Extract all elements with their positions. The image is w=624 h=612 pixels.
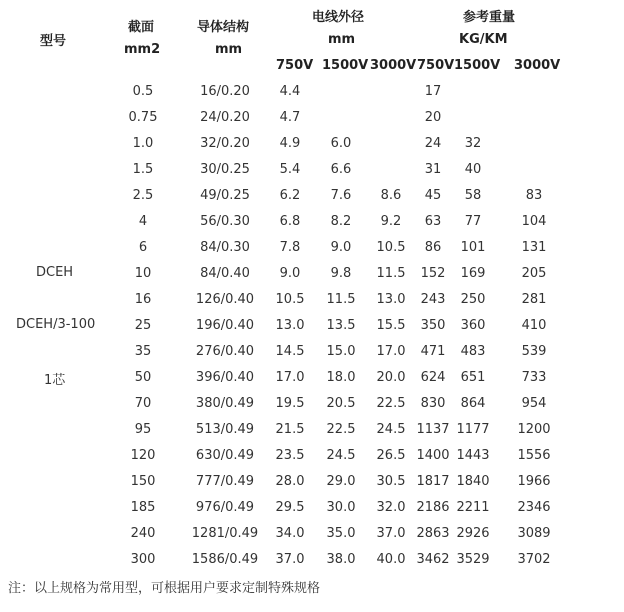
header-conductor: 导体结构 [197,20,250,35]
cell-od-750v: 23.5 [275,448,305,463]
cell-conductor: 16/0.20 [200,84,250,99]
cell-od-1500v: 38.0 [326,552,356,567]
cell-od-3000v: 11.5 [376,266,406,281]
cell-od-1500v: 24.5 [326,448,356,463]
cell-section: 25 [134,318,152,333]
cell-section: 70 [134,396,152,411]
cell-section: 1.0 [132,136,154,151]
cell-w-1500v: 651 [460,370,486,385]
cell-section: 120 [130,448,156,463]
cell-section: 95 [134,422,152,437]
header-w-1500v: 1500V [454,58,501,73]
cell-conductor: 513/0.49 [195,422,255,437]
cell-w-1500v: 2211 [456,500,490,515]
header-od-3000v: 3000V [370,58,417,73]
cell-w-3000v: 1556 [517,448,551,463]
cell-od-3000v: 20.0 [376,370,406,385]
cell-od-750v: 9.0 [279,266,301,281]
cell-conductor: 380/0.49 [195,396,255,411]
cell-w-750v: 20 [424,110,442,125]
cell-od-750v: 13.0 [275,318,305,333]
cell-w-750v: 1137 [416,422,450,437]
cell-w-750v: 1400 [416,448,450,463]
cell-section: 4 [138,214,148,229]
cell-w-3000v: 1200 [517,422,551,437]
cell-conductor: 1586/0.49 [191,552,259,567]
cell-w-3000v: 2346 [517,500,551,515]
cell-section: 50 [134,370,152,385]
header-outer-diameter: 电线外径 [312,10,365,25]
cell-w-1500v: 864 [460,396,486,411]
cell-conductor: 32/0.20 [200,136,250,151]
cell-od-1500v: 6.0 [330,136,352,151]
cell-section: 0.75 [128,110,158,125]
cell-w-1500v: 40 [464,162,482,177]
cell-w-1500v: 3529 [456,552,490,567]
cell-od-750v: 21.5 [275,422,305,437]
cell-conductor: 30/0.25 [200,162,250,177]
cell-w-750v: 471 [420,344,446,359]
cell-od-3000v: 17.0 [376,344,406,359]
cell-w-1500v: 360 [460,318,486,333]
cell-w-3000v: 104 [521,214,547,229]
cell-w-3000v: 3702 [517,552,551,567]
cell-w-3000v: 954 [521,396,547,411]
cell-w-750v: 1817 [416,474,450,489]
header-section-unit: mm2 [124,42,161,57]
cell-od-3000v: 37.0 [376,526,406,541]
cell-w-1500v: 1177 [456,422,490,437]
header-w-750v: 750V [417,58,455,73]
header-section: 截面 [128,20,155,35]
cell-conductor: 24/0.20 [200,110,250,125]
header-conductor-unit: mm [215,42,243,57]
cell-od-1500v: 22.5 [326,422,356,437]
cell-w-750v: 86 [424,240,442,255]
cell-w-3000v: 410 [521,318,547,333]
cell-od-750v: 4.4 [279,84,301,99]
cell-w-1500v: 1840 [456,474,490,489]
cell-w-1500v: 483 [460,344,486,359]
cell-od-1500v: 7.6 [330,188,352,203]
cell-w-750v: 63 [424,214,442,229]
cell-w-1500v: 77 [464,214,482,229]
cell-od-3000v: 10.5 [376,240,406,255]
cell-conductor: 56/0.30 [200,214,250,229]
cell-w-750v: 31 [424,162,442,177]
cell-section: 35 [134,344,152,359]
header-od-1500v: 1500V [322,58,369,73]
header-model: 型号 [40,34,67,49]
cell-od-3000v: 30.5 [376,474,406,489]
cell-od-750v: 4.9 [279,136,301,151]
cell-w-1500v: 2926 [456,526,490,541]
cell-od-1500v: 9.0 [330,240,352,255]
cell-section: 2.5 [132,188,154,203]
cell-od-750v: 14.5 [275,344,305,359]
cell-section: 10 [134,266,152,281]
cell-od-3000v: 13.0 [376,292,406,307]
cell-od-3000v: 32.0 [376,500,406,515]
cell-od-750v: 7.8 [279,240,301,255]
cell-od-750v: 19.5 [275,396,305,411]
cell-conductor: 84/0.40 [200,266,250,281]
cell-od-750v: 29.5 [275,500,305,515]
cell-conductor: 196/0.40 [195,318,255,333]
cell-conductor: 1281/0.49 [191,526,259,541]
cell-od-1500v: 35.0 [326,526,356,541]
cell-od-1500v: 18.0 [326,370,356,385]
cell-w-750v: 2186 [416,500,450,515]
cell-section: 0.5 [132,84,154,99]
cell-w-3000v: 281 [521,292,547,307]
cell-w-3000v: 83 [525,188,543,203]
cell-od-1500v: 20.5 [326,396,356,411]
cell-w-750v: 830 [420,396,446,411]
cell-w-3000v: 205 [521,266,547,281]
cell-w-1500v: 32 [464,136,482,151]
cell-od-750v: 10.5 [275,292,305,307]
model-label-dceh-3-100: DCEH/3-100 [16,317,96,332]
cell-section: 185 [130,500,156,515]
cell-w-750v: 624 [420,370,446,385]
footnote: 注：以上规格为常用型，可根据用户要求定制特殊规格 [8,581,321,596]
cell-w-3000v: 539 [521,344,547,359]
header-weight-unit: KG/KM [459,32,508,47]
cell-section: 150 [130,474,156,489]
cell-w-750v: 2863 [416,526,450,541]
cell-od-750v: 17.0 [275,370,305,385]
header-weight: 参考重量 [463,10,516,25]
cell-w-3000v: 733 [521,370,547,385]
cell-section: 16 [134,292,152,307]
cell-od-1500v: 8.2 [330,214,352,229]
cell-od-1500v: 30.0 [326,500,356,515]
cell-section: 300 [130,552,156,567]
cell-conductor: 777/0.49 [195,474,255,489]
cell-w-1500v: 169 [460,266,486,281]
cell-od-750v: 6.8 [279,214,301,229]
cell-od-750v: 34.0 [275,526,305,541]
cell-od-750v: 28.0 [275,474,305,489]
cell-od-3000v: 40.0 [376,552,406,567]
cell-w-3000v: 3089 [517,526,551,541]
header-w-3000v: 3000V [514,58,561,73]
cell-od-1500v: 6.6 [330,162,352,177]
cell-od-750v: 6.2 [279,188,301,203]
cell-od-3000v: 9.2 [380,214,402,229]
cell-od-3000v: 26.5 [376,448,406,463]
cell-w-1500v: 1443 [456,448,490,463]
cell-w-750v: 350 [420,318,446,333]
cell-w-1500v: 250 [460,292,486,307]
cell-conductor: 630/0.49 [195,448,255,463]
cell-od-750v: 37.0 [275,552,305,567]
cell-od-750v: 5.4 [279,162,301,177]
model-label-single-core: 1芯 [44,373,66,388]
cell-w-750v: 243 [420,292,446,307]
cell-conductor: 126/0.40 [195,292,255,307]
cell-conductor: 84/0.30 [200,240,250,255]
cell-od-1500v: 13.5 [326,318,356,333]
cell-od-3000v: 22.5 [376,396,406,411]
cell-conductor: 976/0.49 [195,500,255,515]
cell-od-3000v: 15.5 [376,318,406,333]
cell-conductor: 396/0.40 [195,370,255,385]
cell-w-1500v: 58 [464,188,482,203]
cell-od-1500v: 29.0 [326,474,356,489]
cell-section: 240 [130,526,156,541]
cell-od-3000v: 24.5 [376,422,406,437]
cell-od-1500v: 11.5 [326,292,356,307]
cell-conductor: 49/0.25 [200,188,250,203]
cell-section: 6 [138,240,148,255]
header-od-750v: 750V [276,58,314,73]
cell-w-750v: 17 [424,84,442,99]
cell-w-3000v: 1966 [517,474,551,489]
model-label-dceh: DCEH [36,265,74,280]
cell-od-1500v: 9.8 [330,266,352,281]
cell-od-1500v: 15.0 [326,344,356,359]
cell-w-3000v: 131 [521,240,547,255]
cell-w-750v: 3462 [416,552,450,567]
header-outer-diameter-unit: mm [328,32,356,47]
cell-w-1500v: 101 [460,240,486,255]
cell-w-750v: 45 [424,188,442,203]
cell-w-750v: 24 [424,136,442,151]
cell-od-750v: 4.7 [279,110,301,125]
cell-conductor: 276/0.40 [195,344,255,359]
cell-section: 1.5 [132,162,154,177]
cell-w-750v: 152 [420,266,446,281]
cell-od-3000v: 8.6 [380,188,402,203]
